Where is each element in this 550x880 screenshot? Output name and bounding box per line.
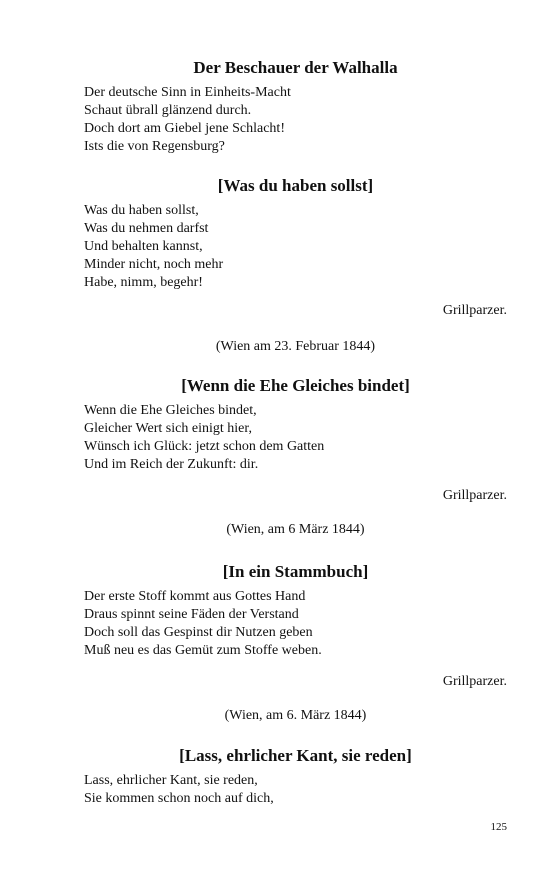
poem-line: Schaut übrall glänzend durch. [84,103,252,118]
poem-title: [Lass, ehrlicher Kant, sie reden] [179,746,412,765]
poem-line: Was du haben sollst, [84,203,199,218]
poem-date: (Wien, am 6. März 1844) [224,708,367,723]
poem-line: Lass, ehrlicher Kant, sie reden, [84,773,258,788]
book-page [84,0,507,880]
poem-line: Gleicher Wert sich einigt hier, [84,421,252,436]
poem-line: Und im Reich der Zukunft: dir. [84,457,259,472]
poem-title: [Wenn die Ehe Gleiches bindet] [181,376,410,395]
page-number: 125 [490,821,507,833]
poem-stanza [84,84,507,156]
poem-line: Der deutsche Sinn in Einheits-Macht [84,85,291,100]
poem-line: Doch soll das Gespinst dir Nutzen geben [84,625,313,640]
author-signature: Grillparzer. [442,303,507,318]
author-signature: Grillparzer. [442,674,507,689]
poem-stanza [84,588,507,660]
poem-line: Wünsch ich Glück: jetzt schon dem Gatten [84,439,325,454]
poem-line: Habe, nimm, begehr! [84,275,203,290]
author-signature: Grillparzer. [442,488,507,503]
poem-line: Was du nehmen darfst [84,221,209,236]
poem-date: (Wien, am 6 März 1844) [226,522,365,537]
poem-stanza [84,202,507,292]
poem-line: Wenn die Ehe Gleiches bindet, [84,403,257,418]
poem-title: [Was du haben sollst] [217,176,374,195]
poem-line: Der erste Stoff kommt aus Gottes Hand [84,589,306,604]
poem-stanza [84,772,507,808]
poem-date: (Wien am 23. Februar 1844) [215,339,376,354]
poem-line: Minder nicht, noch mehr [84,257,224,272]
poem-title: [In ein Stammbuch] [222,562,369,581]
poem-line: Draus spinnt seine Fäden der Verstand [84,607,299,622]
poem-stanza [84,402,507,474]
poem-line: Und behalten kannst, [84,239,203,254]
poem-line: Muß neu es das Gemüt zum Stoffe weben. [84,643,322,658]
poem-title: Der Beschauer der Walhalla [193,58,398,77]
poem-line: Doch dort am Giebel jene Schlacht! [84,121,285,136]
poem-line: Ists die von Regensburg? [84,139,225,154]
poem-line: Sie kommen schon noch auf dich, [84,791,274,806]
